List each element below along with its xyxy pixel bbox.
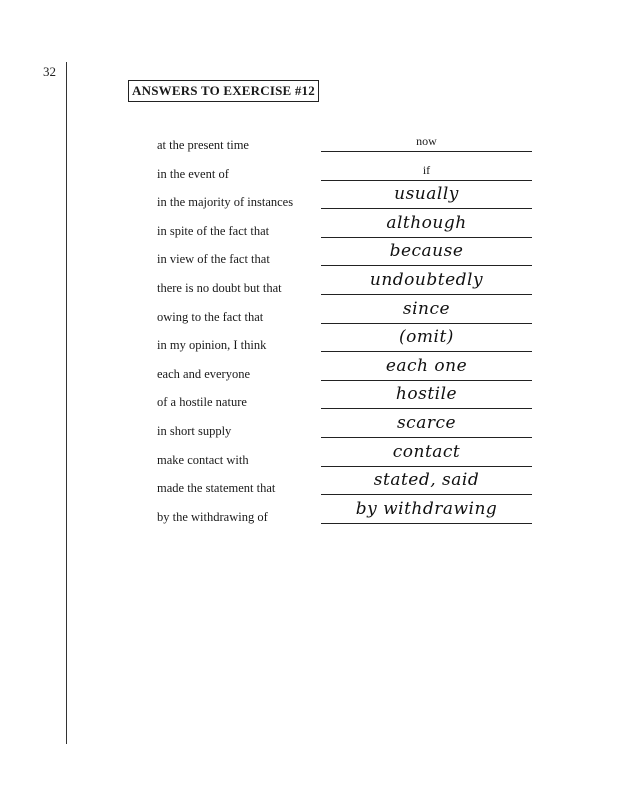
phrase: owing to the fact that bbox=[157, 309, 264, 324]
phrase: in view of the fact that bbox=[157, 252, 270, 267]
exercise-row bbox=[157, 498, 537, 533]
answer-line bbox=[321, 323, 532, 324]
phrase: there is no doubt but that bbox=[157, 280, 282, 295]
phrase: in the event of bbox=[157, 166, 229, 181]
exercise-row bbox=[157, 132, 537, 161]
answer: now bbox=[416, 134, 437, 148]
handwritten-answer: stated, said bbox=[373, 470, 480, 491]
handwritten-answer: (omit) bbox=[399, 327, 454, 348]
phrase: in the majority of instances bbox=[157, 195, 294, 210]
handwritten-answer: scarce bbox=[396, 412, 457, 433]
exercise-title: ANSWERS TO EXERCISE #12 bbox=[128, 80, 319, 102]
phrase: each and everyone bbox=[157, 366, 250, 381]
handwritten-answer: hostile bbox=[395, 384, 458, 405]
handwritten-answer: each one bbox=[385, 355, 468, 376]
answer-line bbox=[321, 494, 532, 495]
phrase: made the statement that bbox=[157, 481, 276, 496]
handwritten-answer: contact bbox=[392, 441, 461, 462]
answer-line bbox=[321, 351, 532, 352]
answer-line bbox=[321, 237, 532, 238]
answer-line bbox=[321, 208, 532, 209]
phrase: in my opinion, I think bbox=[157, 338, 267, 353]
answer-line bbox=[321, 437, 532, 438]
phrase: make contact with bbox=[157, 452, 249, 467]
phrase: of a hostile nature bbox=[157, 395, 247, 410]
handwritten-answer: by withdrawing bbox=[355, 498, 498, 519]
answer: if bbox=[422, 162, 431, 177]
answer-line bbox=[321, 408, 532, 409]
handwritten-answer: although bbox=[386, 212, 467, 233]
phrase: at the present time bbox=[157, 138, 249, 152]
page-number: 32 bbox=[43, 64, 56, 79]
answer-line bbox=[321, 180, 532, 181]
answer-line bbox=[321, 380, 532, 381]
answer-line bbox=[321, 294, 532, 295]
answer-line bbox=[321, 466, 532, 467]
phrase: in short supply bbox=[157, 423, 232, 438]
handwritten-answer: usually bbox=[394, 184, 459, 205]
margin-rule bbox=[66, 62, 67, 744]
exercise-list bbox=[157, 132, 537, 532]
handwritten-answer: undoubtedly bbox=[369, 269, 484, 290]
answer-line bbox=[321, 151, 532, 152]
phrase: by the withdrawing of bbox=[157, 509, 268, 524]
handwritten-answer: because bbox=[389, 241, 464, 262]
phrase: in spite of the fact that bbox=[157, 223, 270, 238]
answer-line bbox=[321, 265, 532, 266]
answer-line bbox=[321, 523, 532, 524]
handwritten-answer: since bbox=[402, 298, 451, 319]
